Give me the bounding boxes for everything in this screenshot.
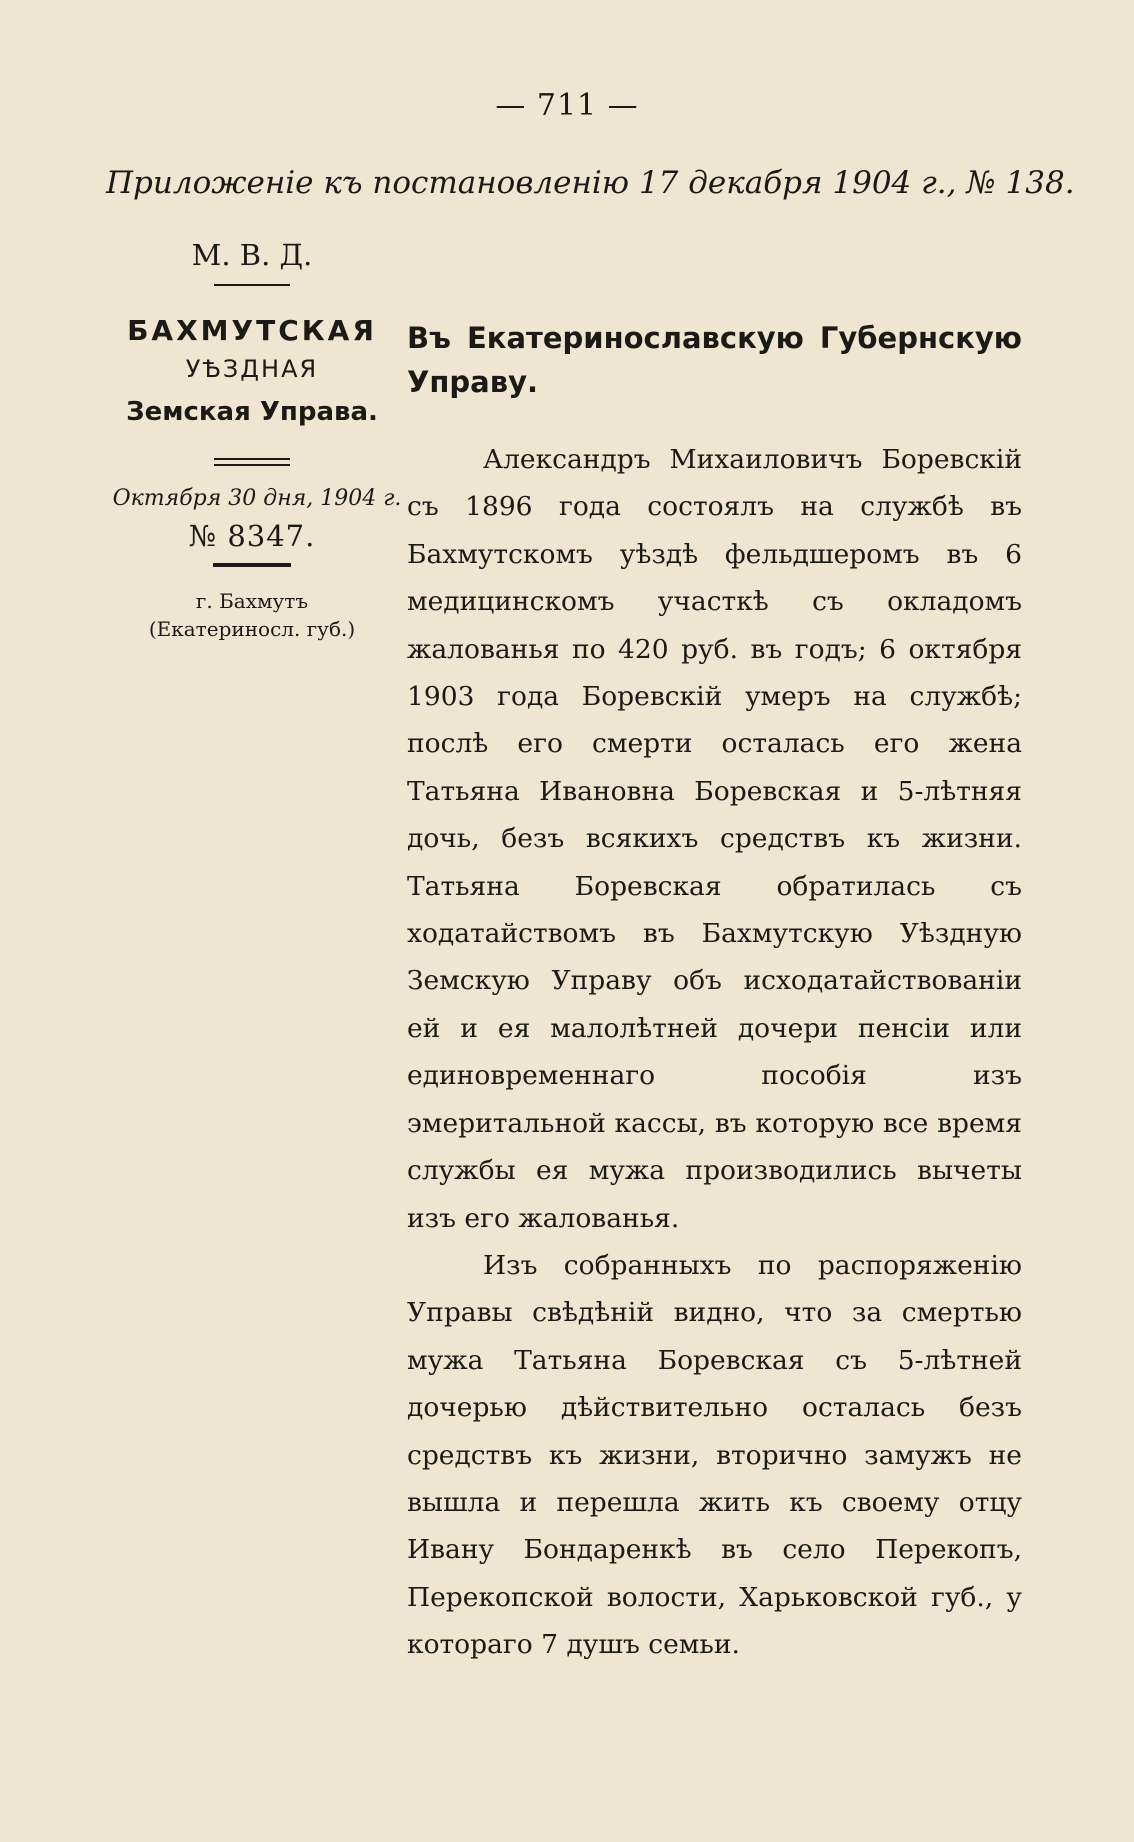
paragraph: Изъ собранныхъ по распоряженію Управы свѣдѣній видно, что за смертью мужа Татьяна Боревская съ 5-лѣтней дочерью дѣйствительно осталась безъ средствъ къ жизни, вторично замужъ не вышла и перешла жить къ своему отцу Ивану Бондаренкѣ въ село Перекопъ, Перекопской волости, Харьковской губ., у котораго 7 душъ семьи. (407, 1249, 1022, 1661)
divider (214, 284, 290, 286)
city-line2: (Екатериносл. губ.) (148, 617, 356, 641)
letter-number: № 8347. (188, 519, 316, 553)
city-line1: г. Бахмутъ (195, 589, 309, 613)
paragraph: Александръ Михаиловичъ Боревскій съ 1896 года состоялъ на службѣ въ Бахмутскомъ уѣздѣ фельдшеромъ въ 6 медицинскомъ участкѣ съ окладомъ жалованья по 420 руб. въ годъ; 6 октября 1903 года Боревскій умеръ на службѣ; послѣ его смерти осталась его жена Татьяна Ивановна Боревская и 5-лѣтняя дочь, безъ всякихъ средствъ къ жизни. Татьяна Боревская обратилась съ ходатайствомъ въ Бахмутскую Уѣздную Земскую Управу объ исходатайствованіи ей и ея малолѣтней дочери пенсіи или единовременнаго пособія изъ эмеритальной кассы, въ которую все время службы ея мужа производились вычеты изъ его жалованья. (407, 444, 1022, 1234)
org-name-line1: БАХМУТСКАЯ (127, 314, 377, 347)
org-name-line3: Земская Управа. (126, 397, 378, 427)
recipient-address: Въ Екатеринославскую Губернскую Управу. (407, 321, 1022, 399)
double-divider (214, 458, 290, 466)
thick-divider (213, 563, 291, 567)
letter-body-column (407, 316, 1022, 1669)
letter-date: Октября 30 дня, 1904 г. (112, 486, 402, 511)
appendix-heading: Приложеніе къ постановленію 17 декабря 1904 г., № 138. (106, 165, 1075, 201)
ministry-label: М. В. Д. (191, 238, 313, 272)
org-name-line2: УѢЗДНАЯ (185, 355, 319, 383)
page-number: — 711 — (495, 88, 639, 123)
letter-body (407, 436, 1022, 1669)
sender-block (92, 232, 412, 643)
